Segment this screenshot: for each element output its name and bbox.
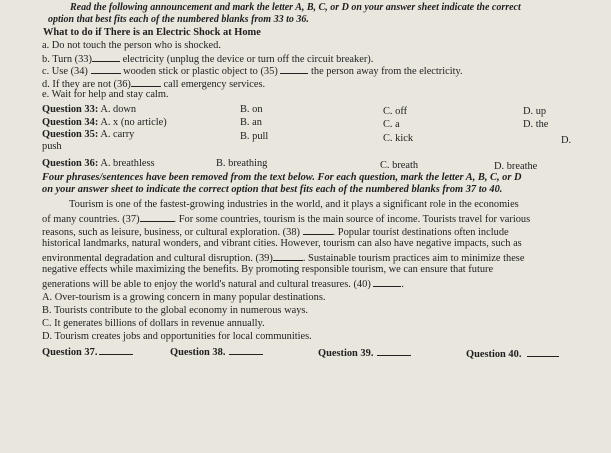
answer-slot: Question 38. [170, 345, 263, 359]
answer-blank-40 [527, 347, 559, 357]
instruction-line: option that best fits each of the numbered blanks from 33 to 36. [48, 14, 309, 25]
passage-line: generations will be able to enjoy the world's natural and cultural treasures. (40) . [42, 279, 405, 290]
blank-39 [273, 251, 303, 261]
passage-line: Tourism is one of the fastest-growing industries in the world, and it plays a significant role in the economies [69, 199, 519, 210]
option-b: B. Tourists contribute to the global economy in numerous ways. [42, 305, 309, 316]
list-item: d. If they are not (36) call emergency services. [42, 79, 266, 90]
option-b: B. on [240, 104, 263, 115]
option-b: B. pull [240, 131, 269, 142]
option-b: B. breathing [216, 158, 268, 169]
passage-line: negative effects while maximizing the benefits. By promoting responsible tourism, we can ensure that future [42, 264, 494, 275]
question-row: Question 33: A. down [42, 104, 137, 115]
option-d: D. [561, 135, 572, 146]
blank-38 [303, 225, 333, 235]
blank-37 [140, 212, 174, 222]
passage-line: environmental degradation and cultural disruption. (39) . Sustainable tourism practices aim to minimize these [42, 253, 525, 264]
list-item: c. Use (34) wooden stick or plastic object to (35) the person away from the electricity. [42, 66, 463, 77]
question-row: Question 34: A. x (no article) [42, 117, 167, 128]
passage-line: historical landmarks, natural wonders, and vibrant cities. However, tourism can also have negative impacts, such as [42, 238, 522, 249]
answer-blank-38 [229, 345, 263, 355]
answer-slot: Question 39. [318, 346, 411, 360]
option-c: C. a [383, 119, 400, 130]
instruction-line: Four phrases/sentences have been removed from the text below. For each question, mark the letter A, B, C, or D [42, 172, 522, 183]
option-c: C. kick [383, 133, 414, 144]
option-d: D. up [523, 106, 547, 117]
list-item: e. Wait for help and stay calm. [42, 89, 169, 100]
announcement-title: What to do if There is an Electric Shock at Home [43, 27, 261, 38]
option-a: A. Over-tourism is a growing concern in many popular destinations. [42, 292, 326, 303]
list-item: a. Do not touch the person who is shocked. [42, 40, 221, 51]
option-d: D. the [523, 119, 549, 130]
answer-blank-37 [99, 345, 133, 355]
blank-33 [92, 52, 120, 62]
list-item: b. Turn (33) electricity (unplug the device or turn off the circuit breaker). [42, 54, 374, 65]
option-b: B. an [240, 117, 262, 128]
blank-34 [91, 64, 121, 74]
instruction-line: on your answer sheet to indicate the correct option that best fits each of the numbered blanks from 37 to 40. [42, 184, 503, 195]
blank-35 [280, 64, 308, 74]
option-d-text: push [42, 141, 62, 152]
option-c: C. breath [380, 160, 419, 171]
answer-slot: Question 37. [42, 345, 133, 359]
option-c: C. It generates billions of dollars in revenue annually. [42, 318, 265, 329]
instruction-line: Read the following announcement and mark the letter A, B, C, or D on your answer sheet indicate the correct [70, 2, 521, 13]
question-row: Question 35: A. carry [42, 129, 135, 140]
answer-blank-39 [377, 346, 411, 356]
question-row: Question 36: A. breathless [42, 158, 155, 169]
answer-slot: Question 40. [466, 347, 559, 361]
passage-line: of many countries. (37) . For some countries, tourism is the main source of income. Tourists travel for various [42, 214, 531, 225]
option-c: C. off [383, 106, 408, 117]
option-d: D. breathe [494, 161, 538, 172]
blank-40 [373, 277, 401, 287]
passage-line: reasons, such as leisure, business, or cultural exploration. (38) . Popular tourist destinations often include [42, 227, 509, 238]
option-d: D. Tourism creates jobs and opportunities for local communities. [42, 331, 312, 342]
blank-36 [131, 77, 161, 87]
